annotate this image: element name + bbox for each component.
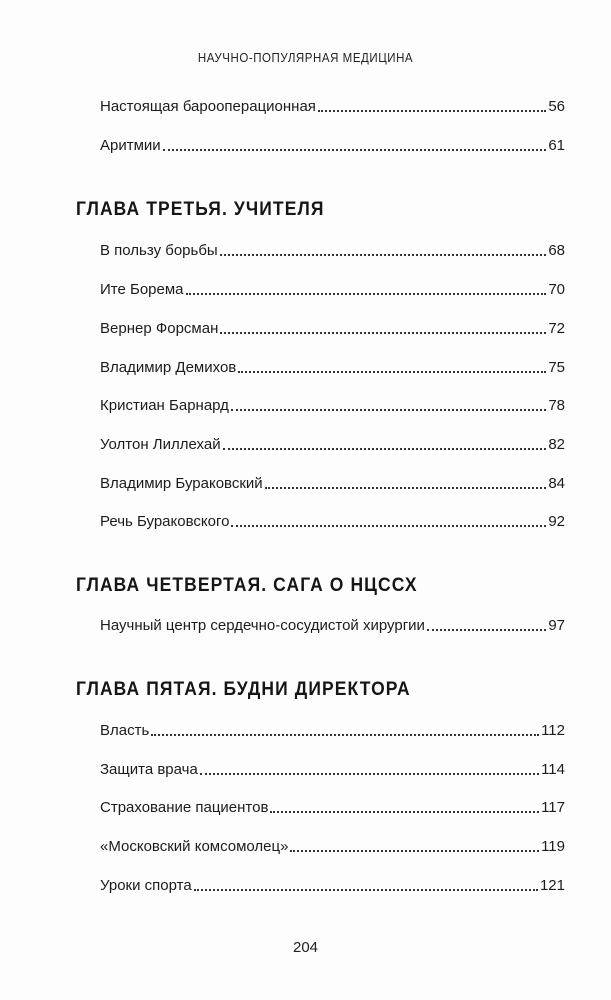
- toc-entry-title: Речь Бураковского: [100, 513, 230, 530]
- toc-entry-page: 92: [548, 513, 565, 530]
- toc-entry: [100, 133, 565, 155]
- toc-entry-page: 84: [548, 475, 565, 492]
- toc-entry-title: Владимир Демихов: [100, 359, 237, 376]
- toc-entry: [100, 795, 565, 817]
- toc-entry-page: 97: [548, 617, 565, 634]
- toc-entry: [100, 613, 565, 635]
- dot-leader: [290, 850, 539, 852]
- dot-leader: [220, 254, 547, 256]
- dot-leader: [220, 332, 546, 334]
- toc-entry-title: Настоящая барооперационная: [100, 98, 316, 115]
- toc-entry-page: 56: [548, 98, 565, 115]
- toc-entry-page: 117: [541, 799, 565, 816]
- dot-leader: [163, 149, 547, 151]
- toc-entry-title: Кристиан Барнард: [100, 397, 229, 414]
- dot-leader: [265, 487, 547, 489]
- toc-entry: [100, 277, 565, 299]
- toc-entry: [100, 757, 565, 779]
- toc-entry-title: Уроки спорта: [100, 877, 192, 894]
- toc-entry: [100, 355, 565, 377]
- dot-leader: [223, 448, 547, 450]
- dot-leader: [151, 734, 539, 736]
- dot-leader: [231, 409, 546, 411]
- toc-entry-page: 72: [548, 320, 565, 337]
- dot-leader: [194, 889, 538, 891]
- chapter-heading: ГЛАВА ПЯТАЯ. БУДНИ ДИРЕКТОРА: [76, 679, 411, 700]
- dot-leader: [186, 293, 547, 295]
- toc-entry: [100, 94, 565, 116]
- page-number: 204: [292, 939, 319, 956]
- toc-entry: [100, 834, 565, 856]
- toc-entry-page: 75: [548, 359, 565, 376]
- toc-entry-title: Власть: [100, 722, 150, 739]
- toc-entry: [100, 432, 565, 454]
- toc-entry-title: «Московский комсомолец»: [100, 838, 289, 855]
- toc-entry-page: 119: [541, 838, 565, 855]
- toc-entry-title: Аритмии: [100, 137, 161, 154]
- dot-leader: [270, 811, 539, 813]
- toc-entry-title: Уолтон Лиллехай: [100, 436, 221, 453]
- toc-entry: [100, 509, 565, 531]
- toc-entry: [100, 393, 565, 415]
- dot-leader: [238, 371, 546, 373]
- toc-entry-title: Владимир Бураковский: [100, 475, 263, 492]
- toc-entry-page: 78: [548, 397, 565, 414]
- toc-entry-page: 121: [539, 877, 565, 894]
- chapter-heading: ГЛАВА ТРЕТЬЯ. УЧИТЕЛЯ: [76, 199, 325, 220]
- toc-entry-page: 112: [541, 722, 565, 739]
- toc-entry: [100, 316, 565, 338]
- toc-entry-title: Научный центр сердечно-сосудистой хирургии: [100, 617, 425, 634]
- toc-entry-page: 70: [548, 281, 565, 298]
- dot-leader: [200, 773, 539, 775]
- dot-leader: [427, 629, 546, 631]
- toc-entry-page: 68: [548, 242, 565, 259]
- toc-entry-title: Ите Борема: [100, 281, 184, 298]
- dot-leader: [318, 110, 546, 112]
- toc-entry-title: В пользу борьбы: [100, 242, 218, 259]
- toc-entry-page: 61: [548, 137, 565, 154]
- dot-leader: [231, 525, 546, 527]
- chapter-heading: ГЛАВА ЧЕТВЕРТАЯ. САГА О НЦССХ: [76, 575, 418, 596]
- toc-entry-page: 82: [548, 436, 565, 453]
- toc-entry: [100, 718, 565, 740]
- toc-entry-title: Страхование пациентов: [100, 799, 269, 816]
- toc-entry-title: Защита врача: [100, 761, 198, 778]
- toc-entry: [100, 873, 565, 895]
- running-head: НАУЧНО-ПОПУЛЯРНАЯ МЕДИЦИНА: [197, 51, 414, 65]
- toc-entry-title: Вернер Форсман: [100, 320, 219, 337]
- toc-entry-page: 114: [541, 761, 565, 778]
- toc-entry: [100, 471, 565, 493]
- toc-entry: [100, 238, 565, 260]
